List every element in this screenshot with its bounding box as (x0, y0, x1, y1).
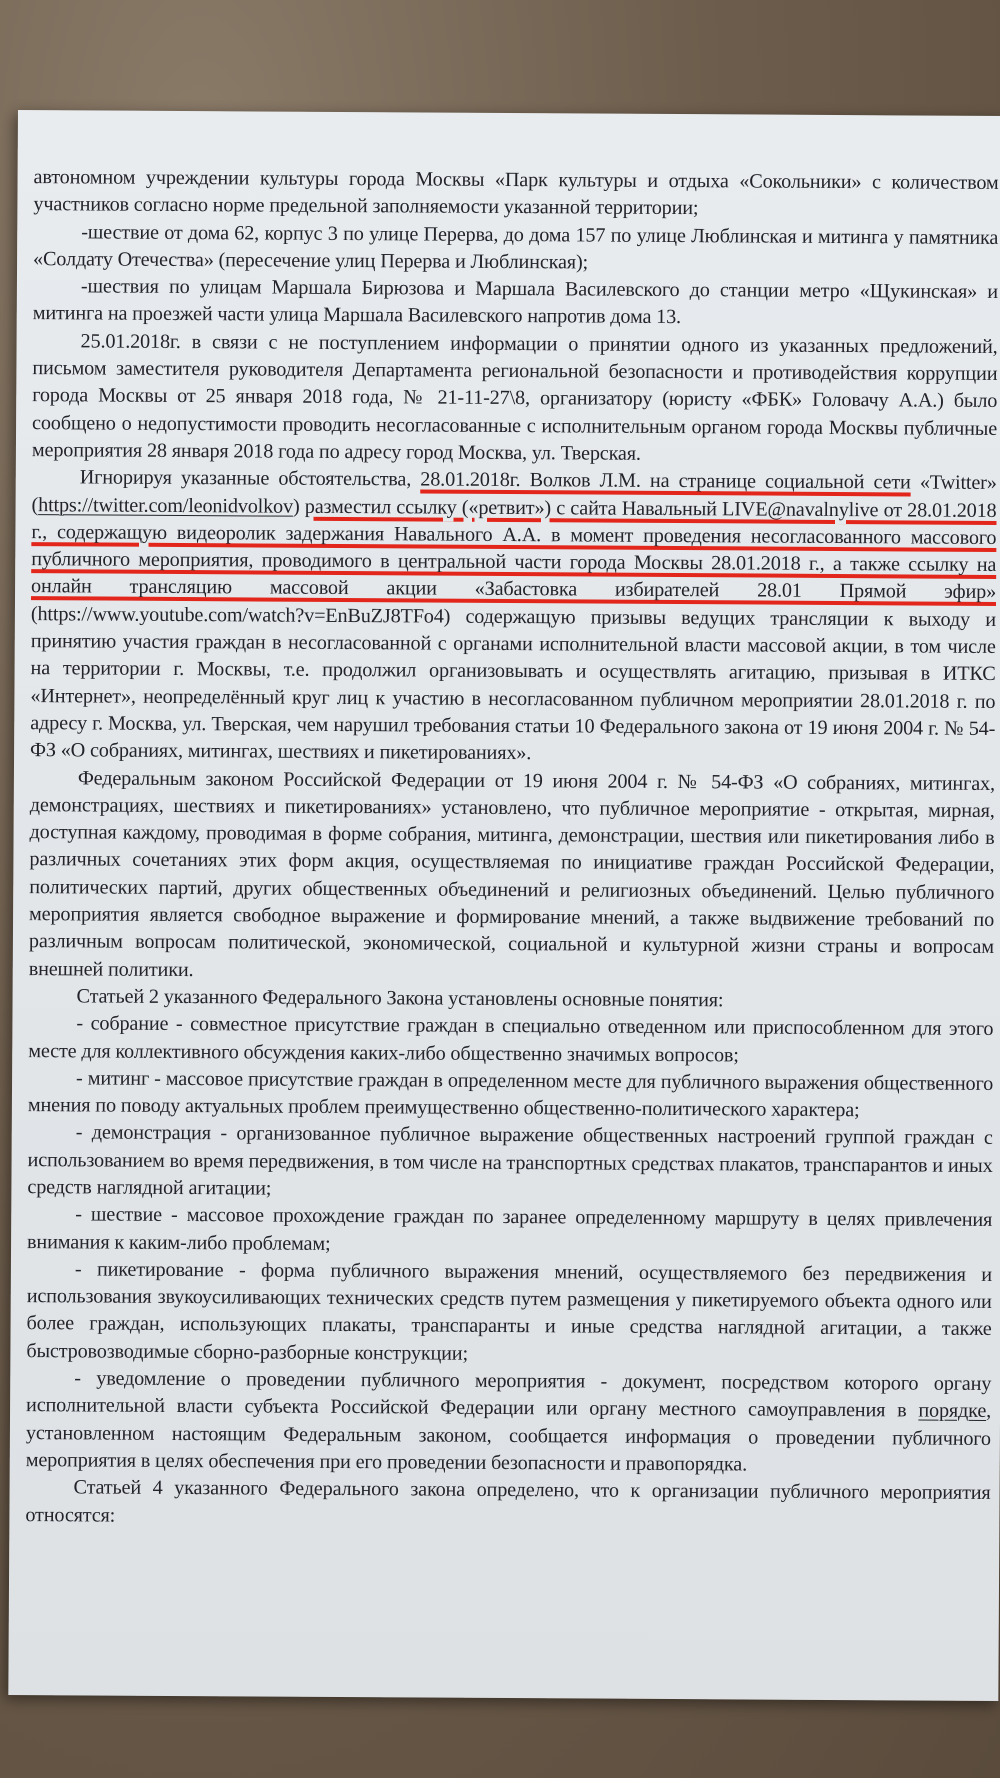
paragraph-article-2: Статьей 2 указанного Федерального Закона установлены основные понятия: (76, 985, 724, 1012)
uvedomlenie-text-end: , установленном настоящим Федеральным законом, сообщается информация о проведении публичного мероприятия в целях обеспечения при его проведении безопасности и правопорядка. (25, 1400, 992, 1476)
paragraph-biryuzova-march: -шествия по улицам Маршала Бирюзова и Маршала Василевского до станции метро «Щукинская» и митинга на проезжей части улица Маршала Василевского напротив дома 13. (32, 275, 998, 329)
twitter-label: «Twitter» ( (31, 471, 997, 516)
definition-shestvie: - шествие - массовое прохождение граждан по заранее определенному маршруту в целях привлечения внимания к каким-либо проблемам; (27, 1203, 993, 1255)
definition-demonstratsiya: - демонстрация - организованное публичное выражение общественных настроений группой граждан с использованием во время передвижения, в том числе на транспортных средствах плакатов, транспарантов и иных средств наглядной агитации; (27, 1121, 993, 1200)
paragraph-article-4: Статьей 4 указанного Федерального закона определено, что к организации публичного мероприятия относятся: (25, 1476, 991, 1527)
document-text (25, 164, 998, 1535)
document-page (8, 110, 1000, 1701)
definition-miting: - митинг - массовое присутствие граждан в определенном месте для публичного выражения общественного мнения по поводу актуальных проблем преимущественно общественно-политического характера; (27, 1067, 994, 1122)
paragraph-perervа-march: -шествие от дома 62, корпус 3 по улице Перерва, до дома 157 по улице Люблинская и митинга у памятника «Солдату Отечества» (пересечение улиц Перерва и Люблинская); (33, 220, 999, 274)
paragraph-volkov-retweet (30, 464, 997, 770)
twitter-link[interactable]: https://twitter.com/leonidvolkov (38, 493, 294, 518)
red-highlight-date: 28.01.2018г. Волков Л.М. на странице социальной сети (420, 468, 911, 494)
paragraph-2501-letter: 25.01.2018г. в связи с не поступлением информации о принятии одного из указанных предложений, письмом заместителя руководителя Департамента региональной безопасности и противодействия коррупции города Москвы от 25 января 2018 года, № 21-11-27\8, организатору (юристу «ФБК» Головачу А.А.) было сообщено о недопустимости проводить несогласованные с исполнительным органом города Москвы публичные мероприятия 28 января 2018 года по адресу город Москва, ул. Тверская. (31, 330, 998, 465)
link-close-paren: ) (292, 495, 305, 518)
poryadke-link[interactable]: порядке (918, 1399, 987, 1423)
retweet-intro: Игнорируя указанные обстоятельства, (79, 466, 421, 491)
definition-piketirovanie: - пикетирование - форма публичного выражения мнений, осуществляемого без передвижения и использования звукоусиливающих технических средств путем размещения у пикетируемого объекта одного или более граждан, использующих плакаты, транспаранты и иные средства наглядной агитации, а также быстровозводимые сборно-разборные конструкции; (26, 1258, 992, 1365)
definition-uvedomlenie (26, 1365, 992, 1480)
uvedomlenie-text-start: - уведомление о проведении публичного мероприятия - документ, посредством которого органу исполнительной власти субъекта Российской Федерации или органу местного самоуправления в (26, 1367, 992, 1422)
definition-sobranie: - собрание - совместное присутствие граждан в специально отведенном или приспособленном для этого месте для коллективного обсуждения каких-либо общественно значимых вопросов; (28, 1012, 994, 1066)
paragraph-sokolniki: автономном учреждении культуры города Москвы «Парк культуры и отдыха «Сокольники» с количеством участников согласно норме предельной заполняемости указанной территории; (33, 166, 999, 220)
paragraph-federal-law-definition: Федеральным законом Российской Федерации от 19 июня 2004 г. № 54-ФЗ «О собраниях, митингах, демонстрациях, шествиях и пикетированиях» установлено, что публичное мероприятие - открытая, мирная, доступная каждому, проводимая в форме собрания, митинга, демонстрации, шествия или пикетирования либо в различных сочетаниях этих форм акция, осуществляемая по инициативе граждан Российской Федерации, политических партий, других общественных объединений и религиозных объединений. Целью публичного мероприятия является свободное выражение и формирование мнений, а также выдвижение требований по различным вопросам политической, экономической, социальной и культурной жизни страны и вопросам внешней политики. (28, 766, 995, 981)
red-highlight-retweet: разместил ссылку («ретвит») с сайта Навальный LIVE@navalnylive от 28.01.2018 г., содержащую видеоролик задержания Навального А.А. в момент проведения несогласованного массового публичного мероприятия, проводимого в центральной части города Москвы 28.01.2018 г., а также ссылку на онлайн трансляцию массовой акции «Забастовка избирателей 28.01 Прямой эфир» (31, 495, 997, 604)
youtube-link-and-rest: (https://www.youtube.com/watch?v=EnBuZJ8TFo4) содержащую призывы ведущих трансляции к выходу и принятию участия граждан в несогласованной с органами исполнительной власти массовой акции, в том числе на территории г. Москвы, т.е. продолжил организовывать и осуществлять агитацию, призывая в ИТКС «Интернет», неопределённый круг лиц к участию в несогласованном публичном мероприятии 28.01.2018 г. по адресу г. Москва, ул. Тверская, чем нарушил требования статьи 10 Федерального закона от 19 июня 2004 г. № 54-ФЗ «О собраниях, митингах, шествиях и пикетированиях». (30, 602, 996, 765)
